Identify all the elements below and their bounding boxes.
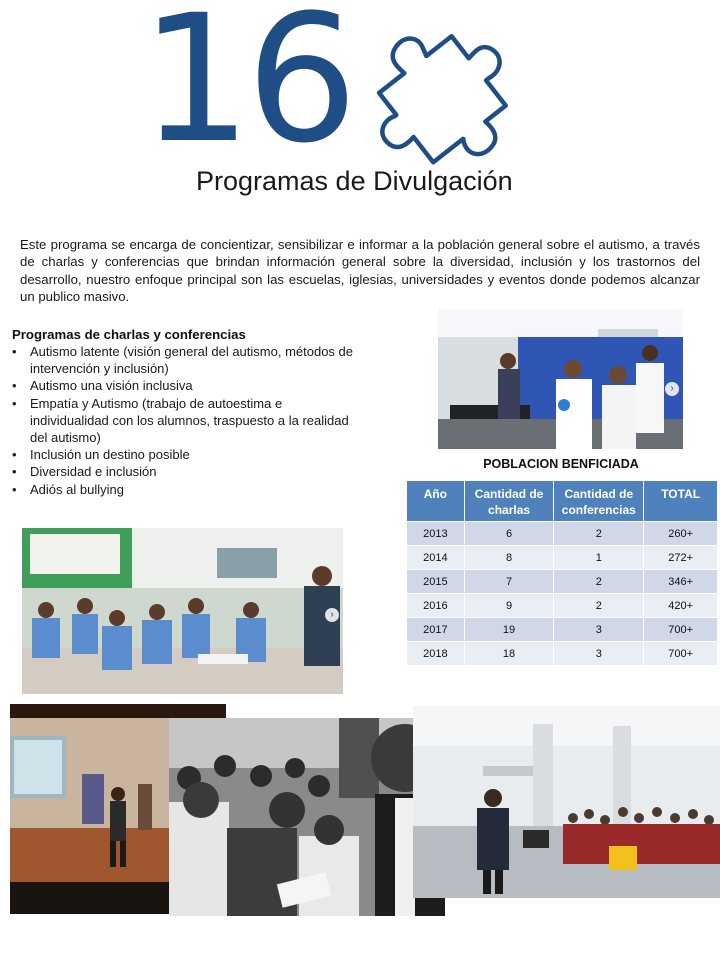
beneficiary-table bbox=[406, 480, 718, 666]
table-cell: 2015 bbox=[407, 570, 465, 594]
table-cell: 9 bbox=[464, 594, 554, 618]
list-item: • Inclusión un destino posible bbox=[12, 446, 362, 463]
table-cell: 2016 bbox=[407, 594, 465, 618]
programs-heading: Programas de charlas y conferencias bbox=[12, 327, 246, 342]
table-cell: 260+ bbox=[644, 522, 718, 546]
programs-section bbox=[12, 326, 362, 498]
table-cell: 3 bbox=[554, 618, 644, 642]
table-cell: 2018 bbox=[407, 642, 465, 666]
intro-paragraph: Este programa se encarga de concientizar, sensibilizar e informar a la población general sobre el autismo, a través de charlas y conferencias que brindan información general sobre la diversidad, inclusión y los trastornos del desarrollo, nuestro enfoque principal son las escuelas, iglesias, universidades y eventos donde podemos alcanzar un publico masivo. bbox=[20, 237, 700, 305]
table-row bbox=[407, 570, 718, 594]
table-cell: 346+ bbox=[644, 570, 718, 594]
list-item: • Autismo una visión inclusiva bbox=[12, 377, 362, 394]
header-number: 16 bbox=[140, 0, 352, 182]
column-header: Cantidad de conferencias bbox=[554, 481, 644, 522]
table-row bbox=[407, 522, 718, 546]
table-cell: 2 bbox=[554, 570, 644, 594]
table-cell: 2 bbox=[554, 594, 644, 618]
table-cell: 8 bbox=[464, 546, 554, 570]
table-cell: 2013 bbox=[407, 522, 465, 546]
table-cell: 18 bbox=[464, 642, 554, 666]
table-row bbox=[407, 642, 718, 666]
photo-singing-event bbox=[438, 309, 683, 449]
table-cell: 420+ bbox=[644, 594, 718, 618]
table-cell: 2 bbox=[554, 522, 644, 546]
table-row bbox=[407, 594, 718, 618]
list-item: • Empatía y Autismo (trabajo de autoestima e individualidad con los alumnos, traspuesto a la realidad del autismo) bbox=[12, 395, 362, 447]
table-cell: 6 bbox=[464, 522, 554, 546]
table-title: POBLACION BENFICIADA bbox=[483, 457, 639, 471]
column-header: Cantidad de charlas bbox=[464, 481, 554, 522]
table-row bbox=[407, 546, 718, 570]
table-row bbox=[407, 618, 718, 642]
photo-students-selfie bbox=[169, 718, 445, 916]
table-cell: 2014 bbox=[407, 546, 465, 570]
table-cell: 700+ bbox=[644, 618, 718, 642]
table-cell: 2017 bbox=[407, 618, 465, 642]
programs-list bbox=[12, 343, 362, 498]
table-cell: 1 bbox=[554, 546, 644, 570]
table-cell: 700+ bbox=[644, 642, 718, 666]
chevron-right-icon[interactable]: › bbox=[325, 608, 339, 622]
list-item: • Autismo latente (visión general del autismo, métodos de intervención y inclusión) bbox=[12, 343, 362, 377]
table-cell: 3 bbox=[554, 642, 644, 666]
column-header: Año bbox=[407, 481, 465, 522]
table-cell: 7 bbox=[464, 570, 554, 594]
puzzle-piece-icon bbox=[366, 14, 528, 174]
list-item: • Adiós al bullying bbox=[12, 481, 362, 498]
photo-hall-audience bbox=[413, 706, 720, 898]
list-item: • Diversidad e inclusión bbox=[12, 463, 362, 480]
column-header: TOTAL bbox=[644, 481, 718, 522]
photo-classroom bbox=[22, 528, 343, 694]
chevron-right-icon[interactable]: › bbox=[665, 382, 679, 396]
table-cell: 272+ bbox=[644, 546, 718, 570]
page-title: Programas de Divulgación bbox=[196, 166, 513, 196]
table-cell: 19 bbox=[464, 618, 554, 642]
